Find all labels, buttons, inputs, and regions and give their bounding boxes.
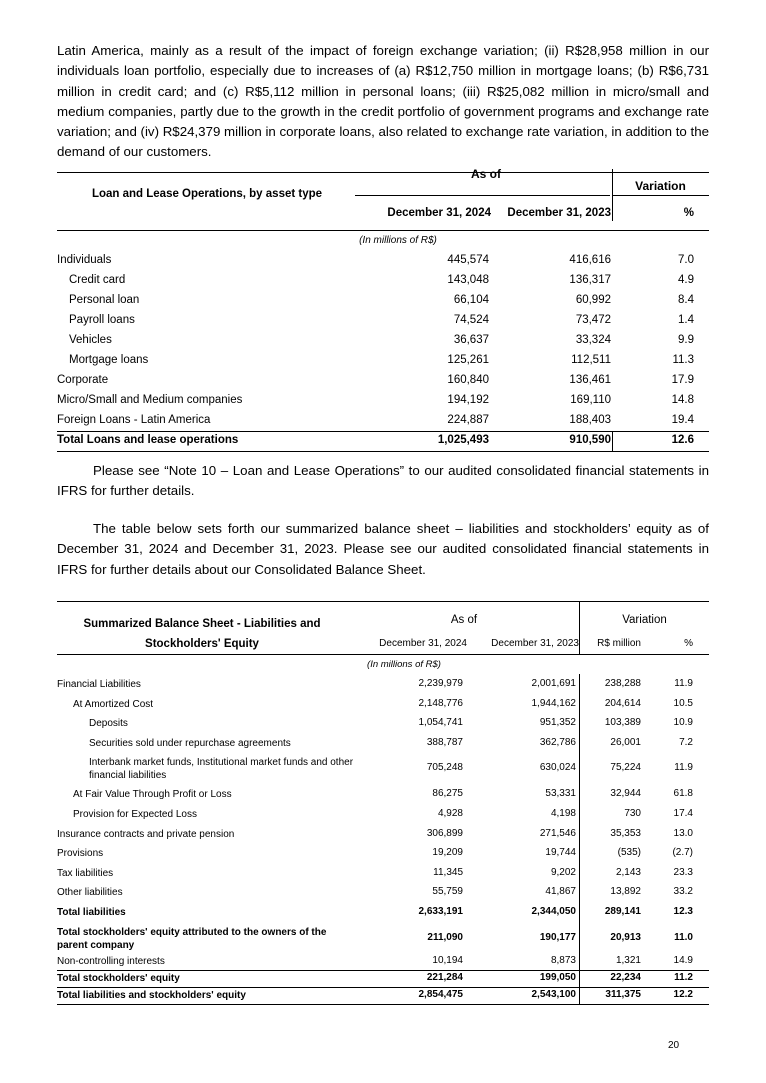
table-row: Interbank market funds, Institutional market funds and other financial liabilities 705,248 630,024 75,224 11.9 — [89, 757, 693, 782]
variation-header: Variation — [635, 179, 686, 193]
table-header — [57, 601, 709, 655]
as-of-header: As of — [471, 167, 501, 181]
as-of-header: As of — [450, 614, 478, 626]
col-rs-header: R$ million — [597, 638, 641, 649]
col-2024-header: December 31, 2024 — [379, 638, 467, 649]
table-row: Individuals 445,574 416,616 7.0 — [57, 254, 694, 266]
table-row: Vehicles 36,637 33,324 9.9 — [69, 334, 694, 346]
table-row: Personal loan 66,104 60,992 8.4 — [69, 294, 694, 306]
table-row: At Fair Value Through Profit or Loss 86,275 53,331 32,944 61.8 — [73, 788, 693, 801]
col-pct-header: % — [684, 638, 693, 649]
table-row: Micro/Small and Medium companies 194,192 169,110 14.8 — [57, 394, 694, 406]
table-row: Payroll loans 74,524 73,472 1.4 — [69, 314, 694, 326]
table-body — [57, 674, 709, 1005]
table-row: Provision for Expected Loss 4,928 4,198 730 17.4 — [73, 807, 693, 820]
table-header — [57, 167, 709, 235]
equity-parent-row: Total stockholders' equity attributed to the owners of the parent company 211,090 190,177 20,913 11.0 — [57, 926, 693, 951]
grand-total-row: Total liabilities and stockholders' equity 2,854,475 2,543,100 311,375 12.2 — [57, 987, 709, 1005]
table-row: Financial Liabilities 2,239,979 2,001,691 238,288 11.9 — [57, 678, 693, 690]
intro-paragraph: Latin America, mainly as a result of the impact of foreign exchange variation; (ii) R$28,958 million in our individuals loan portfolio, especially due to increases of (a) R$12,750 million in mortgage loans; (b) R$6,731 million in credit card; and (c) R$5,112 million in personal loans; (iii) R$25,082 million in micro/small and medium companies, partly due to the growth in the credit portfolio of government programs and exchange rate variation; and (iv) R$24,379 million in corporate loans, also related to exchange rate variation, in addition to the demand of our customers. — [57, 43, 709, 160]
page-number: 20 — [668, 1040, 680, 1051]
loan-lease-table — [57, 167, 709, 452]
table-row: Credit card 143,048 136,317 4.9 — [69, 274, 694, 286]
total-row: Total Loans and lease operations 1,025,493 910,590 12.6 — [57, 431, 709, 452]
table-row: Insurance contracts and private pension 306,899 271,546 35,353 13.0 — [57, 827, 693, 840]
table-row: Tax liabilities 11,345 9,202 2,143 23.3 — [57, 866, 693, 879]
total-liabilities-row: Total liabilities 2,633,191 2,344,050 289,141 12.3 — [57, 905, 693, 918]
total-equity-row: Total stockholders' equity 221,284 199,050 22,234 11.2 — [57, 970, 709, 987]
table-label: Summarized Balance Sheet - Liabilities and Stockholders' Equity — [83, 618, 321, 650]
table-row: Deposits 1,054,741 951,352 103,389 10.9 — [89, 717, 693, 730]
table-row: Other liabilities 55,759 41,867 13,892 33.2 — [57, 886, 693, 899]
table-row: Mortgage loans 125,261 112,511 11.3 — [69, 354, 694, 366]
table-label: Loan and Lease Operations, by asset type — [91, 188, 323, 200]
units-note: (In millions of R$) — [367, 659, 441, 670]
note-paragraph: Please see “Note 10 – Loan and Lease Operations” to our audited consolidated financial statements in IFRS for further details. — [57, 463, 709, 499]
table-row: Securities sold under repurchase agreements 388,787 362,786 26,001 7.2 — [89, 736, 693, 749]
col-2023-header: December 31, 2023 — [491, 638, 579, 649]
balance-sheet-paragraph: The table below sets forth our summarized balance sheet – liabilities and stockholders’ equity as of December 31, 2024 and December 31, 2023. Please see our audited consolidated financial statements in IFRS for further details about our Consolidated Balance Sheet. — [57, 521, 709, 577]
table-row: At Amortized Cost 2,148,776 1,944,162 204,614 10.5 — [73, 697, 693, 710]
table-row: Non-controlling interests 10,194 8,873 1,321 14.9 — [57, 954, 693, 967]
table-row: Corporate 160,840 136,461 17.9 — [57, 374, 694, 386]
units-note: (In millions of R$) — [359, 235, 437, 246]
col-2023-header: December 31, 2023 — [507, 207, 611, 219]
col-pct-header: % — [683, 207, 694, 219]
balance-sheet-table — [57, 601, 709, 1005]
table-row: Foreign Loans - Latin America 224,887 188,403 19.4 — [57, 414, 694, 426]
table-row: Provisions 19,209 19,744 (535) (2.7) — [57, 847, 693, 860]
variation-header: Variation — [622, 614, 667, 626]
col-2024-header: December 31, 2024 — [387, 207, 491, 219]
